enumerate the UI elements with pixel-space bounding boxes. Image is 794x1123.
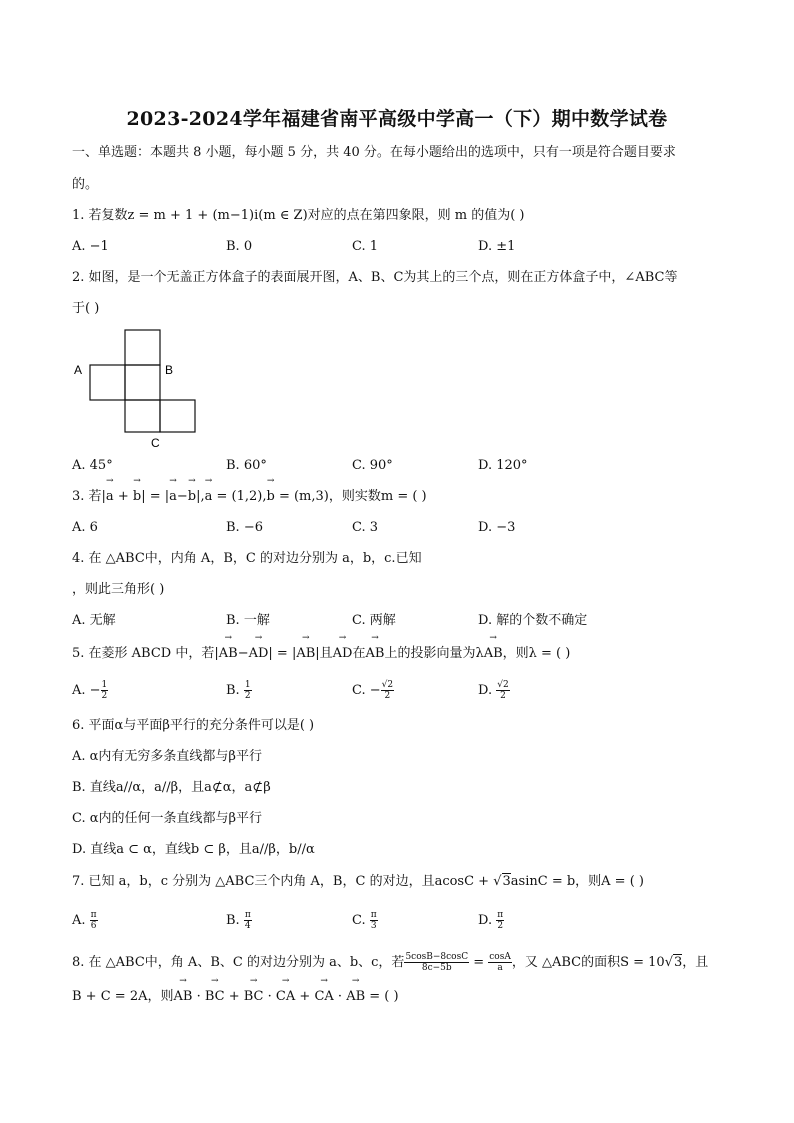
question-8-stem-cont <box>72 988 399 1006</box>
vector-a: → a <box>106 488 114 506</box>
fraction <box>244 680 252 701</box>
denominator: 2 <box>384 691 391 701</box>
question-3-stem <box>72 488 427 506</box>
vector-ad: → AD <box>333 645 353 663</box>
option-prefix: D. <box>478 913 497 928</box>
net-square-left <box>90 365 125 400</box>
q3-option-a: A. 6 <box>72 520 98 535</box>
question-5-stem <box>72 645 570 663</box>
question-2-stem: 2. 如图，是一个无盖正方体盒子的表面展开图，A、B、C为其上的三个点，则在正方体盒子中，∠ABC等 <box>72 270 678 285</box>
denominator: 8c−5b <box>421 963 452 973</box>
q3-text: = (m,3)，则实数m = ( ) <box>274 489 427 504</box>
q2-option-b: B. 60° <box>226 458 267 473</box>
numerator: π <box>90 910 97 920</box>
option-prefix: B. <box>226 913 244 928</box>
net-square-right <box>160 400 195 432</box>
question-3-options <box>72 519 722 537</box>
q5-text: 5. 在菱形 ABCD 中，若| <box>72 646 219 661</box>
q7-text: asinC = b，则A = ( ) <box>510 874 644 889</box>
question-7-options <box>72 910 722 931</box>
q7-option-d <box>478 910 504 931</box>
q7-text: 7. 已知 a，b，c 分别为 △ABC三个内角 A，B，C 的对边，且acosC + <box>72 874 494 889</box>
q3-text: + <box>113 489 133 504</box>
option-prefix: A. − <box>72 683 101 698</box>
denominator: 2 <box>497 921 504 931</box>
numerator: √2 <box>381 680 394 690</box>
q5-option-c <box>352 680 394 701</box>
question-2-stem-cont: 于( ) <box>72 301 100 316</box>
q3-text: − <box>176 489 188 504</box>
question-4-stem-cont: ，则此三角形( ) <box>72 582 165 597</box>
fraction <box>381 680 394 701</box>
q7-option-a <box>72 910 98 931</box>
numerator: π <box>244 910 251 920</box>
q1-option-a: A. −1 <box>72 239 109 254</box>
q3-text: = (1,2), <box>212 489 267 504</box>
fraction <box>488 952 512 973</box>
fraction <box>90 910 98 931</box>
q3-text: | = | <box>141 489 170 504</box>
question-7-stem: 7. 已知 a，b，c 分别为 △ABC三个内角 A，B，C 的对边，且acosC + √3asinC = b，则A = ( ) <box>72 874 644 889</box>
q1-option-d: D. ±1 <box>478 239 516 254</box>
q5-text: | = | <box>268 646 297 661</box>
net-label-a: A <box>74 363 83 377</box>
q1-option-c: C. 1 <box>352 239 379 254</box>
numerator: 1 <box>244 680 251 690</box>
vector-a: → a <box>205 488 213 506</box>
q8-text: B + C = 2A，则 <box>72 989 174 1004</box>
page-title: 2023-2024学年福建省南平高级中学高一（下）期中数学试卷 <box>126 108 668 130</box>
q8-text: ，且 <box>682 955 709 970</box>
q5-text: − <box>237 646 249 661</box>
net-square-top <box>125 330 160 365</box>
vector-ab: → AB <box>346 988 365 1006</box>
question-6-stem: 6. 平面α与平面β平行的充分条件可以是( ) <box>72 718 315 733</box>
question-1-options <box>72 238 722 256</box>
question-1-stem: 1. 若复数z = m + 1 + (m−1)i(m ∈ Z)对应的点在第四象限，则 m 的值为( ) <box>72 208 525 223</box>
q2-option-c: C. 90° <box>352 458 393 473</box>
vector-bc: → BC <box>244 988 264 1006</box>
q5-option-a <box>72 680 108 701</box>
denominator: 3 <box>370 921 377 931</box>
fraction <box>244 910 252 931</box>
fraction <box>496 910 504 931</box>
denominator: 6 <box>90 921 97 931</box>
vector-ad: → AD <box>249 645 269 663</box>
q2-option-a: A. 45° <box>72 458 113 473</box>
section-heading-cont: 的。 <box>72 177 99 192</box>
option-prefix: C. − <box>352 683 381 698</box>
q3-text: |, <box>196 489 205 504</box>
vector-b: → b <box>133 488 141 506</box>
denominator: a <box>497 963 503 973</box>
vector-ca: → CA <box>314 988 333 1006</box>
numerator: cosA <box>489 952 511 962</box>
numerator: 5cosB−8cosC <box>405 952 469 962</box>
q5-text: |且 <box>315 646 333 661</box>
q2-option-d: D. 120° <box>478 458 528 473</box>
option-prefix: A. <box>72 913 90 928</box>
q1-option-b: B. 0 <box>226 239 253 254</box>
numerator: π <box>370 910 377 920</box>
sqrt-radicand: 3 <box>674 955 683 970</box>
q8-text: · <box>263 989 276 1004</box>
vector-ca: → CA <box>276 988 295 1006</box>
numerator: √2 <box>497 680 509 690</box>
vector-ab: → AB <box>173 988 192 1006</box>
question-5-options <box>72 680 722 701</box>
denominator: 4 <box>244 921 251 931</box>
fraction <box>404 952 469 973</box>
q5-option-b <box>226 680 252 701</box>
q5-text: 上的投影向量为λ <box>384 646 484 661</box>
denominator: 2 <box>101 691 108 701</box>
fraction <box>101 680 109 701</box>
q8-text: · <box>333 989 347 1004</box>
vector-a: → a <box>169 488 177 506</box>
option-prefix: B. <box>226 683 244 698</box>
vector-ab: → AB <box>219 645 238 663</box>
q6-option-b: B. 直线a//α，a//β，且a⊄α，a⊄β <box>72 780 271 795</box>
denominator: 2 <box>244 691 251 701</box>
fraction <box>496 680 509 701</box>
net-square-center <box>125 365 160 400</box>
vector-ab: → AB <box>366 645 385 663</box>
question-8-stem: 8. 在 △ABC中，角 A、B、C 的对边分别为 a、b、c，若 $\frac{5\cos B-8\cos C}{8c-5b}$ = $\frac{\cos A}{a}$ ，又 △ABC的面积S = 10√3，且 <box>72 952 709 973</box>
q8-text: + <box>224 989 244 1004</box>
q4-option-b: B. 一解 <box>226 613 270 628</box>
denominator: 2 <box>500 691 506 701</box>
q6-option-a: A. α内有无穷多条直线都与β平行 <box>72 749 262 764</box>
q7-option-c <box>352 910 378 931</box>
q8-text: · <box>192 989 205 1004</box>
q8-text: = <box>469 955 489 970</box>
vector-ab: → AB <box>484 645 503 663</box>
net-square-lower <box>125 400 160 432</box>
q4-option-a: A. 无解 <box>72 613 116 628</box>
cube-net-figure <box>70 325 210 455</box>
question-4-options <box>72 612 722 630</box>
numerator: π <box>497 910 504 920</box>
q3-option-d: D. −3 <box>478 520 516 535</box>
q4-option-c: C. 两解 <box>352 613 396 628</box>
q6-option-d: D. 直线a ⊂ α，直线b ⊂ β，且a//β，b//α <box>72 842 315 857</box>
question-2-options <box>72 457 722 475</box>
fraction <box>370 910 378 931</box>
numerator: 1 <box>101 680 108 690</box>
question-4-stem: 4. 在 △ABC中，内角 A，B，C 的对边分别为 a，b，c.已知 <box>72 551 422 566</box>
option-prefix: D. <box>478 683 497 698</box>
q5-text: ，则λ = ( ) <box>502 646 571 661</box>
q3-option-c: C. 3 <box>352 520 379 535</box>
q3-option-b: B. −6 <box>226 520 263 535</box>
sqrt-radicand: 3 <box>502 874 511 889</box>
vector-bc: → BC <box>205 988 225 1006</box>
q6-option-c: C. α内的任何一条直线都与β平行 <box>72 811 263 826</box>
net-label-c: C <box>151 436 160 450</box>
q8-text: + <box>295 989 315 1004</box>
q5-option-d <box>478 680 510 701</box>
q8-text: 8. 在 △ABC中，角 A、B、C 的对边分别为 a、b、c，若 <box>72 955 405 970</box>
q4-option-d: D. 解的个数不确定 <box>478 613 588 628</box>
q5-text: 在 <box>352 646 366 661</box>
section-heading: 一、单选题：本题共 8 小题，每小题 5 分，共 40 分。在每小题给出的选项中，只有一项是符合题目要求 <box>72 145 676 160</box>
vector-b: → b <box>267 488 275 506</box>
vector-b: → b <box>188 488 196 506</box>
q8-text: ，又 △ABC的面积S = 10 <box>511 955 665 970</box>
q7-option-b <box>226 910 252 931</box>
q3-text: 3. 若| <box>72 489 106 504</box>
net-label-b: B <box>165 363 174 377</box>
q8-text: = ( ) <box>365 989 399 1004</box>
vector-ab: → AB <box>296 645 315 663</box>
option-prefix: C. <box>352 913 370 928</box>
